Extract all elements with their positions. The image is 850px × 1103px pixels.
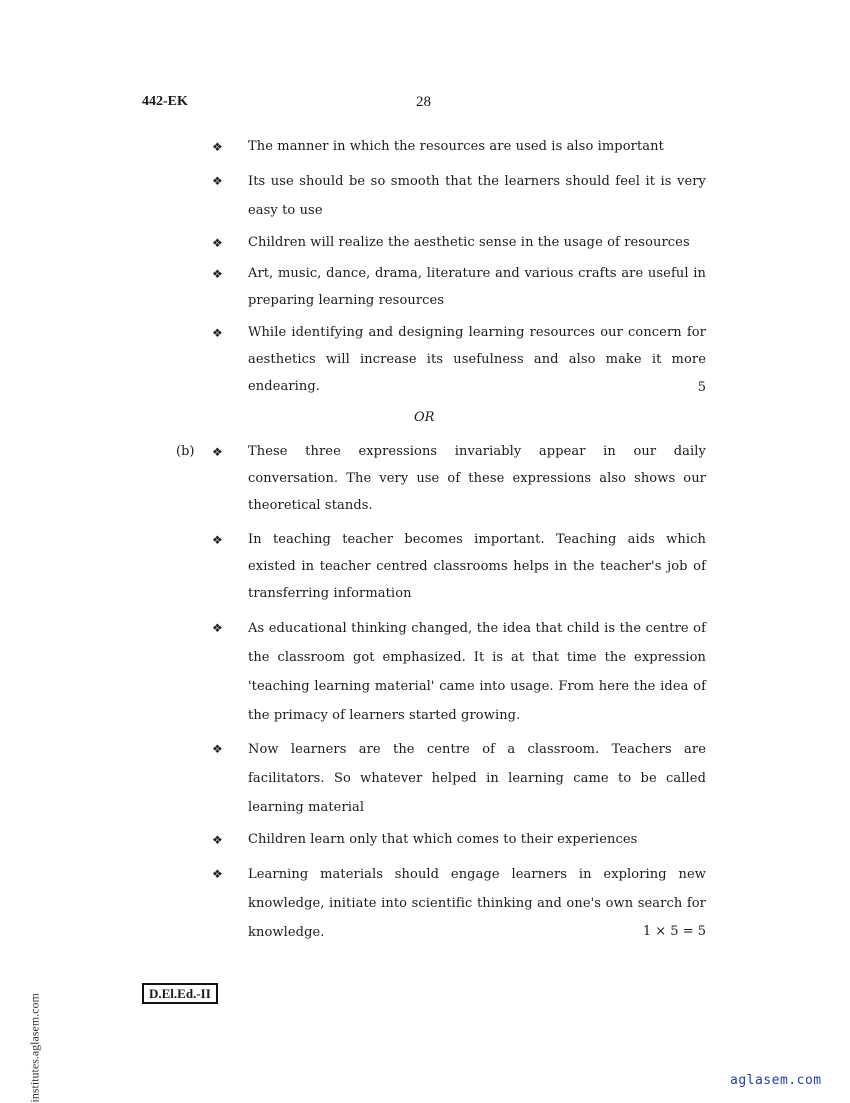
paper-code: 442-EK <box>142 94 188 109</box>
answer-point: Now learners are the centre of a classroom. Teachers are facilitators. So whatever helped in learning came to be called learning material <box>248 742 706 815</box>
bullet-icon: ❖ <box>212 621 223 635</box>
answer-point: Children will realize the aesthetic sense in the usage of resources <box>248 235 690 250</box>
answer-point: In teaching teacher becomes important. Teaching aids which existed in teacher centred classrooms helps in the teacher's job of transferring information <box>248 532 706 601</box>
bullet-icon: ❖ <box>212 533 223 547</box>
answer-point: Children learn only that which comes to their experiences <box>248 832 638 847</box>
watermark: aglasem.com <box>730 1073 822 1088</box>
answer-point: These three expressions invariably appear in our daily conversation. The very use of these expressions also shows our theoretical stands. <box>248 444 706 513</box>
answer-point: As educational thinking changed, the idea that child is the centre of the classroom got emphasized. It is at that time the expression 'teaching learning material' came into usage. From here the idea of the primacy of learners started growing. <box>248 621 706 723</box>
answer-point: Its use should be so smooth that the learners should feel it is very easy to use <box>248 174 706 218</box>
marks: 1 × 5 = 5 <box>642 924 706 939</box>
course-code-box: D.El.Ed.-II <box>142 983 218 1004</box>
answer-point <box>248 319 706 400</box>
bullet-icon: ❖ <box>212 267 223 281</box>
bullet-icon: ❖ <box>212 445 223 459</box>
page-number: 28 <box>416 94 431 110</box>
marks: 5 <box>697 380 706 395</box>
bullet-icon: ❖ <box>212 742 223 756</box>
bullet-icon: ❖ <box>212 174 223 188</box>
answer-point-text: While identifying and designing learning resources our concern for aesthetics will increase its usefulness and also make it more endearing. <box>248 325 706 394</box>
answer-point: The manner in which the resources are used is also important <box>248 139 664 154</box>
or-separator: OR <box>414 410 435 425</box>
bullet-icon: ❖ <box>212 867 223 881</box>
answer-point: Learning materials should engage learners in exploring new knowledge, initiate into scientific thinking and one's own search for knowledge. <box>248 867 706 940</box>
bullet-icon: ❖ <box>212 833 223 847</box>
question-label-b: (b) <box>176 444 195 459</box>
answer-point: Art, music, dance, drama, literature and various crafts are useful in preparing learning resources <box>248 266 706 308</box>
bullet-icon: ❖ <box>212 326 223 340</box>
bullet-icon: ❖ <box>212 140 223 154</box>
bullet-icon: ❖ <box>212 236 223 250</box>
vertical-watermark: institutes.aglasem.com <box>27 993 42 1103</box>
